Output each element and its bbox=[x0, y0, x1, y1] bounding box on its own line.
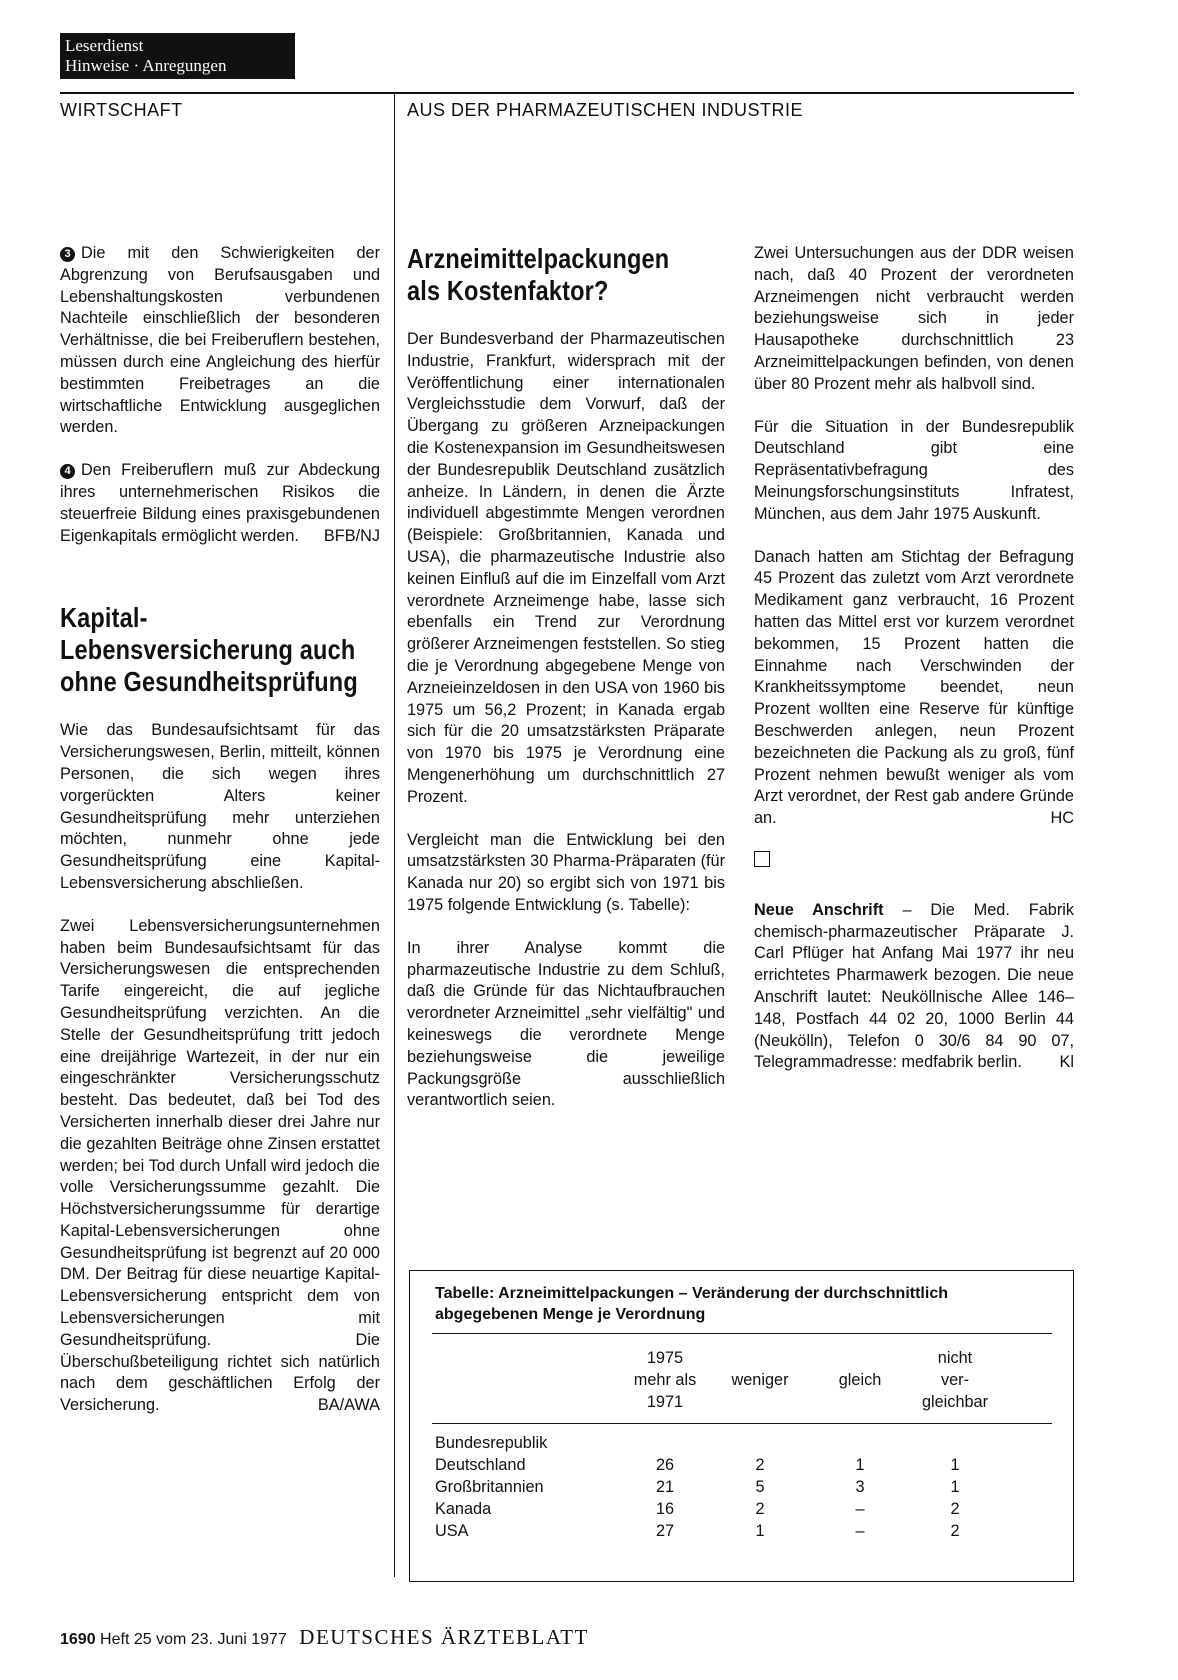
left-column bbox=[60, 243, 380, 1438]
magazine-name: DEUTSCHES ÄRZTEBLATT bbox=[299, 1625, 589, 1649]
article-headline-left bbox=[60, 602, 383, 698]
table-title-line-2: abgegebenen Menge je Verordnung bbox=[435, 1306, 706, 1323]
row-label-bundesrepublik: Bundesrepublik bbox=[435, 1434, 548, 1452]
bullet-3-icon: 3 bbox=[60, 247, 75, 262]
article-headline-middle bbox=[407, 243, 728, 307]
table-header-same: gleich bbox=[838, 1371, 882, 1389]
table-cell-na: 1 bbox=[950, 1456, 960, 1474]
table-cell-more: 16 bbox=[655, 1500, 675, 1518]
table-header-less: weniger bbox=[731, 1371, 789, 1389]
table-row-label: Großbritannien bbox=[435, 1478, 544, 1496]
table-cell-na: 2 bbox=[950, 1500, 960, 1518]
table-header-not-comparable bbox=[905, 1348, 1005, 1413]
middle-paragraph-2: Vergleicht man die Entwicklung bei den umsatzstärksten 30 Pharma-Präparaten (für Kanada nur 20) so ergibt sich von 1971 bis 1975 folgende Entwicklung (s. Tabelle): bbox=[407, 830, 725, 914]
right-paragraph-3 bbox=[754, 547, 1074, 830]
table-rule-header bbox=[432, 1423, 1052, 1424]
table-cell-same: – bbox=[855, 1522, 865, 1540]
section-label-right: AUS DER PHARMAZEUTISCHEN INDUSTRIE bbox=[407, 100, 804, 120]
middle-paragraph-3: In ihrer Analyse kommt die pharmazeutische Industrie zu dem Schluß, daß die Gründe für das Nichtaufbrauchen verordneter Arzneimittel „sehr vielfältig" und keineswegs die verordnete Menge beziehungsweise die jeweilige Packungsgröße ausschließlich verantwortlich seien. bbox=[407, 938, 725, 1110]
page-number: 1690 bbox=[60, 1631, 96, 1648]
headline-middle-line-1: Arzneimittelpackungen bbox=[407, 243, 670, 274]
item-3-text: Die mit den Schwierigkeiten der Abgrenzung von Berufsausgaben und Lebenshaltungskosten verbundenen Nachteile einschließlich der besonderen Verhältnisse, die bei Freiberuflern bestehen, müssen durch eine Angleichung des hierfür bestimmten Freibetrages an die wirtschaftliche Entwicklung ausgeglichen werden. bbox=[60, 244, 380, 437]
issue-info: Heft 25 vom 23. Juni 1977 bbox=[100, 1631, 287, 1648]
left-paragraph-1: Wie das Bundesaufsichtsamt für das Versicherungswesen, Berlin, mitteilt, können Personen, die sich wegen ihres vorgerückten Alters keiner Gesundheitsprüfung mehr unterziehen möchten, nunmehr ohne jede Gesundheitsprüfung eine Kapital-Lebensversicherung abschließen. bbox=[60, 721, 380, 892]
notice-lead: Neue Anschrift bbox=[754, 900, 884, 919]
table-cell-same: – bbox=[855, 1500, 865, 1518]
header-more-line-1: 1975 bbox=[646, 1349, 684, 1367]
header-more-line-3: 1971 bbox=[646, 1392, 684, 1411]
item-4-text: Den Freiberuflern muß zur Abdeckung ihres unternehmerischen Risikos die steuerfreie Bildung eines praxisgebundenen Eigenkapitals ermöglicht werden. bbox=[60, 461, 380, 545]
table-cell-na: 2 bbox=[950, 1522, 960, 1540]
table-title-line-1: Tabelle: Arzneimittelpackungen – Veränderung der durchschnittlich bbox=[435, 1285, 948, 1302]
table-row-label: Kanada bbox=[435, 1500, 492, 1518]
table-cell-less: 1 bbox=[755, 1522, 765, 1540]
column-badge bbox=[60, 33, 295, 79]
section-label-left: WIRTSCHAFT bbox=[60, 100, 183, 120]
header-na-line-1: nicht bbox=[937, 1349, 973, 1367]
left-paragraph-2-text: Zwei Lebensversicherungsunternehmen haben beim Bundesaufsichtsamt für das Versicherungswesen die entsprechenden Tarife eingereicht, die auf jegliche Gesundheitsprüfung verzichten. An die Stelle der Gesundheitsprüfung tritt jedoch eine dreijährige Wartezeit, in der nur ein eingeschränkter Versicherungsschutz besteht. Das bedeutet, daß bei Tod des Versicherten innerhalb dieser drei Jahre nur die gezahlten Beiträge ohne Zinsen erstattet werden; bei Tod durch Unfall wird jedoch die volle Versicherungssumme gezahlt. Die Höchstversicherungssumme für derartige Kapital-Lebensversicherungen ohne Gesundheitsprüfung ist begrenzt auf 20 000 DM. Der Beitrag für diese neuartige Kapital-Lebensversicherung entspricht dem von Lebensversicherungen mit Gesundheitsprüfung. Die Überschußbeteiligung richtet sich natürlich nach dem geschäftlichen Erfolg der Versicherung. bbox=[60, 916, 380, 1415]
table-title bbox=[435, 1283, 1055, 1325]
badge-line-1: Leserdienst bbox=[65, 36, 144, 55]
right-paragraph-3-signature: HC bbox=[1050, 809, 1074, 828]
table-row-label: USA bbox=[435, 1522, 469, 1540]
item-4 bbox=[60, 460, 380, 547]
table-cell-less: 2 bbox=[755, 1456, 765, 1474]
right-paragraph-3-text: Danach hatten am Stichtag der Befragung 45 Prozent das zuletzt vom Arzt verordnete Medikament ganz verbraucht, 16 Prozent hatten das Mittel erst vor kurzem verordnet bekommen, 15 Prozent hatten die Einnahme nach Verschwinden der Krankheitssymptome beendet, neun Prozent wollten eine Reserve für künftige Beschwerden anlegen, neun Prozent bezeichneten die Packung als zu groß, fünf Prozent nehmen bewußt weniger als vom Arzt verordnet, der Rest gab andere Gründe an. bbox=[754, 547, 1074, 828]
right-paragraph-1: Zwei Untersuchungen aus der DDR weisen nach, daß 40 Prozent der verordneten Arzneimengen nicht verbraucht werden beziehungsweise sich in jeder Hausapotheke durchschnittlich 23 Arzneimittelpackungen befinden, von denen über 80 Prozent mehr als halbvoll sind. bbox=[754, 244, 1074, 393]
headline-left-line-2: Lebensversicherung auch bbox=[60, 634, 356, 666]
end-of-article-square-icon bbox=[754, 851, 770, 867]
item-4-signature: BFB/NJ bbox=[323, 526, 380, 545]
top-rule bbox=[60, 92, 1074, 94]
table-cell-same: 1 bbox=[855, 1456, 865, 1474]
left-paragraph-2-signature: BA/AWA bbox=[317, 1396, 380, 1415]
table-cell-more: 27 bbox=[655, 1522, 675, 1540]
middle-paragraph-1: Der Bundesverband der Pharmazeutischen Industrie, Frankfurt, widersprach mit der Veröffentlichung einer internationalen Vergleichsstudie dem Vorwurf, daß der Übergang zu größeren Arzneipackungen die Kostenexpansion im Gesundheitswesen der Bundesrepublik Deutschland zusätzlich anheize. In Ländern, in denen die Ärzte individuell abgestimmte Mengen verordnen (Beispiele: Großbritannien, Kanada und USA), die pharmazeutische Industrie also keinen Einfluß auf die im Einzelfall vom Arzt verordnete Arzneimenge habe, lasse sich ebenfalls ein Trend zur Verordnung größerer Arzneimengen feststellen. So stieg die je Verordnung abgegebene Menge von Arzneieinzeldosen in den USA von 1960 bis 1975 um 56,2 Prozent; in Kanada ergab sich für die 20 umsatzstärksten Präparate von 1970 bis 1975 je Verordnung eine Mengenerhöhung um durchschnittlich 27 Prozent. bbox=[407, 330, 725, 806]
badge-line-2: Hinweise · Anregungen bbox=[65, 56, 227, 75]
table-cell-same: 3 bbox=[855, 1478, 865, 1496]
table-cell-more: 21 bbox=[655, 1478, 675, 1496]
table-cell-less: 5 bbox=[755, 1478, 765, 1496]
middle-column bbox=[407, 243, 725, 1133]
headline-middle-line-2: als Kostenfaktor? bbox=[407, 275, 609, 306]
header-more-line-2: mehr als bbox=[633, 1370, 697, 1389]
table-cell-less: 2 bbox=[755, 1500, 765, 1518]
column-divider bbox=[394, 92, 395, 1577]
table-cell-more: 26 bbox=[655, 1456, 675, 1474]
item-3 bbox=[60, 243, 380, 439]
bullet-4-icon: 4 bbox=[60, 464, 75, 479]
notice-paragraph bbox=[754, 900, 1074, 1074]
notice-text: – Die Med. Fabrik chemisch-pharmazeutischer Präparate J. Carl Pflüger hat Anfang Mai 1977 ihr neu errichtetes Pharmawerk bezogen. Die neue Anschrift lautet: Neuköllnische Allee 146–148, Postfach 44 02 20, 1000 Berlin 44 (Neukölln), Telefon 0 30/6 84 90 07, Telegrammadresse: medfabrik berlin. bbox=[754, 900, 1074, 1072]
header-na-line-3: gleichbar bbox=[921, 1392, 989, 1411]
table-cell-na: 1 bbox=[950, 1478, 960, 1496]
left-paragraph-2 bbox=[60, 916, 380, 1417]
notice-signature: Kl bbox=[1059, 1053, 1074, 1072]
table-row-label: Deutschland bbox=[435, 1456, 526, 1474]
table-header-more bbox=[615, 1348, 715, 1413]
table-rule-top bbox=[432, 1333, 1052, 1334]
page-footer bbox=[60, 1625, 589, 1650]
headline-left-line-1: Kapital- bbox=[60, 602, 148, 634]
data-table bbox=[409, 1270, 1074, 1582]
header-na-line-2: ver- bbox=[940, 1370, 970, 1389]
right-paragraph-2: Für die Situation in der Bundesrepublik Deutschland gibt eine Repräsentativbefragung des Meinungsforschungsinstituts Infratest, München, aus dem Jahr 1975 Auskunft. bbox=[754, 417, 1074, 523]
right-column bbox=[754, 243, 1074, 1095]
headline-left-line-3: ohne Gesundheitsprüfung bbox=[60, 666, 358, 698]
